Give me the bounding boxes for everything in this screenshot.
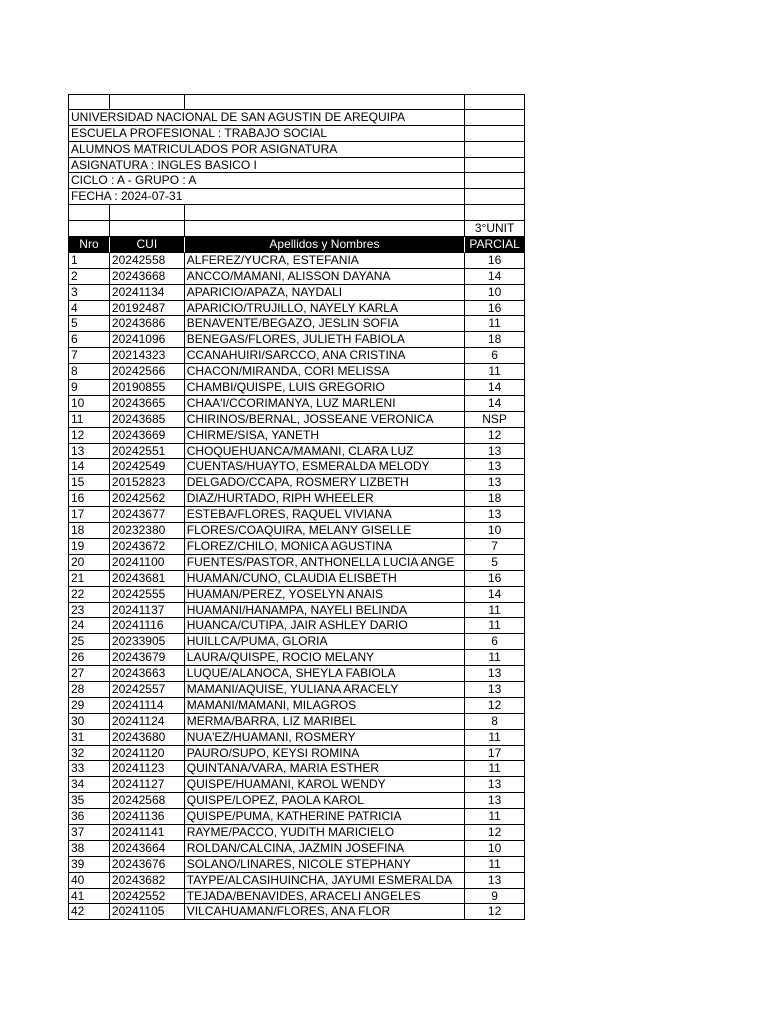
row-number: 31: [69, 730, 110, 746]
cui: 20243679: [110, 650, 185, 666]
cui: 20241114: [110, 698, 185, 714]
table-row: [68, 698, 525, 714]
table-row: [68, 730, 525, 746]
row-number: 16: [69, 491, 110, 507]
row-number: 12: [69, 428, 110, 444]
table-row: [68, 412, 525, 428]
header-line-row: [68, 142, 525, 158]
table-row: [68, 364, 525, 380]
table-row: [68, 285, 525, 301]
student-name: HUANCA/CUTIPA, JAIR ASHLEY DARIO: [185, 618, 465, 634]
parcial-grade: 11: [465, 730, 525, 746]
cui: 20243677: [110, 507, 185, 523]
table-row: [68, 491, 525, 507]
header-line: CICLO : A - GRUPO : A: [69, 173, 465, 189]
student-name: LAURA/QUISPE, ROCIO MELANY: [185, 650, 465, 666]
table-row: [68, 316, 525, 332]
table-row: [68, 523, 525, 539]
table-row: [68, 587, 525, 603]
parcial-grade: 11: [465, 364, 525, 380]
student-name: FLOREZ/CHILO, MONICA AGUSTINA: [185, 539, 465, 555]
cui: 20190855: [110, 380, 185, 396]
parcial-grade: 11: [465, 809, 525, 825]
row-number: 27: [69, 666, 110, 682]
table-row: [68, 666, 525, 682]
cui: 20241141: [110, 825, 185, 841]
row-number: 20: [69, 555, 110, 571]
student-name: ANCCO/MAMANI, ALISSON DAYANA: [185, 269, 465, 285]
parcial-grade: 11: [465, 603, 525, 619]
cell: [69, 221, 110, 237]
cell: [465, 126, 525, 142]
cell: [465, 110, 525, 126]
row-number: 22: [69, 587, 110, 603]
student-name: QUISPE/HUAMANI, KAROL WENDY: [185, 777, 465, 793]
student-name: HUAMANI/HANAMPA, NAYELI BELINDA: [185, 603, 465, 619]
cui: 20232380: [110, 523, 185, 539]
parcial-grade: 12: [465, 825, 525, 841]
student-name: APARICIO/TRUJILLO, NAYELY KARLA: [185, 301, 465, 317]
student-list: [68, 253, 525, 920]
header-line: ESCUELA PROFESIONAL : TRABAJO SOCIAL: [69, 126, 465, 142]
cui: 20242557: [110, 682, 185, 698]
student-name: VILCAHUAMAN/FLORES, ANA FLOR: [185, 904, 465, 920]
cui: 20242566: [110, 364, 185, 380]
header-line-row: [68, 189, 525, 205]
student-name: HUAMAN/PEREZ, YOSELYN ANAIS: [185, 587, 465, 603]
parcial-grade: 12: [465, 904, 525, 920]
header-line: FECHA : 2024-07-31: [69, 189, 465, 205]
cell: [69, 94, 110, 110]
student-name: BENEGAS/FLORES, JULIETH FABIOLA: [185, 332, 465, 348]
blank-row: [68, 205, 525, 221]
header-line: ALUMNOS MATRICULADOS POR ASIGNATURA: [69, 142, 465, 158]
row-number: 7: [69, 348, 110, 364]
student-name: CHAA'I/CCORIMANYA, LUZ MARLENI: [185, 396, 465, 412]
parcial-grade: 13: [465, 507, 525, 523]
parcial-grade: 11: [465, 650, 525, 666]
grade-sheet: [68, 94, 525, 920]
parcial-grade: 16: [465, 571, 525, 587]
cui: 20242551: [110, 444, 185, 460]
table-row: [68, 825, 525, 841]
parcial-grade: 5: [465, 555, 525, 571]
cui: 20242568: [110, 793, 185, 809]
parcial-grade: 13: [465, 793, 525, 809]
student-name: TAYPE/ALCASIHUINCHA, JAYUMI ESMERALDA: [185, 873, 465, 889]
row-number: 14: [69, 459, 110, 475]
row-number: 24: [69, 618, 110, 634]
cell: [465, 94, 525, 110]
student-name: QUISPE/PUMA, KATHERINE PATRICIA: [185, 809, 465, 825]
table-row: [68, 618, 525, 634]
cell: [465, 189, 525, 205]
parcial-grade: 6: [465, 634, 525, 650]
cui: 20241120: [110, 746, 185, 762]
cui: 20242549: [110, 459, 185, 475]
parcial-grade: 16: [465, 301, 525, 317]
table-row: [68, 761, 525, 777]
row-number: 29: [69, 698, 110, 714]
student-name: BENAVENTE/BEGAZO, JESLIN SOFIA: [185, 316, 465, 332]
cui: 20241134: [110, 285, 185, 301]
row-number: 6: [69, 332, 110, 348]
student-name: LUQUE/ALANOCA, SHEYLA FABIOLA: [185, 666, 465, 682]
cell: [465, 158, 525, 174]
cui: 20233905: [110, 634, 185, 650]
cui: 20241124: [110, 714, 185, 730]
table-row: [68, 809, 525, 825]
parcial-grade: 10: [465, 523, 525, 539]
row-number: 2: [69, 269, 110, 285]
student-name: MAMANI/AQUISE, YULIANA ARACELY: [185, 682, 465, 698]
parcial-grade: 8: [465, 714, 525, 730]
row-number: 26: [69, 650, 110, 666]
header-cui: CUI: [110, 237, 185, 253]
parcial-grade: NSP: [465, 412, 525, 428]
row-number: 36: [69, 809, 110, 825]
row-number: 4: [69, 301, 110, 317]
cell: [110, 221, 185, 237]
table-row: [68, 634, 525, 650]
student-name: DIAZ/HURTADO, RIPH WHEELER: [185, 491, 465, 507]
student-name: NUA'EZ/HUAMANI, ROSMERY: [185, 730, 465, 746]
header-line-row: [68, 126, 525, 142]
parcial-grade: 18: [465, 332, 525, 348]
cui: 20242562: [110, 491, 185, 507]
grade-unit-label: 3°UNIT: [465, 221, 525, 237]
student-name: QUINTANA/VARA, MARIA ESTHER: [185, 761, 465, 777]
table-row: [68, 746, 525, 762]
cell: [69, 205, 110, 221]
table-row: [68, 428, 525, 444]
column-header-row: [68, 237, 525, 253]
row-number: 9: [69, 380, 110, 396]
cui: 20241116: [110, 618, 185, 634]
row-number: 37: [69, 825, 110, 841]
cui: 20243686: [110, 316, 185, 332]
parcial-grade: 13: [465, 777, 525, 793]
table-row: [68, 507, 525, 523]
row-number: 10: [69, 396, 110, 412]
student-name: HUAMAN/CUNO, CLAUDIA ELISBETH: [185, 571, 465, 587]
parcial-grade: 13: [465, 666, 525, 682]
student-name: CUENTAS/HUAYTO, ESMERALDA MELODY: [185, 459, 465, 475]
student-name: CCANAHUIRI/SARCCO, ANA CRISTINA: [185, 348, 465, 364]
row-number: 34: [69, 777, 110, 793]
table-row: [68, 714, 525, 730]
cui: 20241137: [110, 603, 185, 619]
cell: [185, 94, 465, 110]
table-row: [68, 650, 525, 666]
student-name: FLORES/COAQUIRA, MELANY GISELLE: [185, 523, 465, 539]
header-nro: Nro: [69, 237, 110, 253]
parcial-grade: 14: [465, 380, 525, 396]
parcial-grade: 6: [465, 348, 525, 364]
cui: 20243681: [110, 571, 185, 587]
cui: 20241105: [110, 904, 185, 920]
parcial-grade: 14: [465, 269, 525, 285]
table-row: [68, 571, 525, 587]
parcial-grade: 14: [465, 587, 525, 603]
student-name: CHIRME/SISA, YANETH: [185, 428, 465, 444]
student-name: FUENTES/PASTOR, ANTHONELLA LUCIA ANGE: [185, 555, 465, 571]
table-row: [68, 332, 525, 348]
parcial-grade: 13: [465, 682, 525, 698]
table-row: [68, 889, 525, 905]
parcial-grade: 14: [465, 396, 525, 412]
table-row: [68, 253, 525, 269]
cell: [185, 221, 465, 237]
header-name: Apellidos y Nombres: [185, 237, 465, 253]
parcial-grade: 10: [465, 285, 525, 301]
row-number: 19: [69, 539, 110, 555]
header-line: ASIGNATURA : INGLES BASICO I: [69, 158, 465, 174]
header-block: [68, 110, 525, 205]
table-row: [68, 459, 525, 475]
row-number: 28: [69, 682, 110, 698]
table-row: [68, 396, 525, 412]
header-line: UNIVERSIDAD NACIONAL DE SAN AGUSTIN DE AREQUIPA: [69, 110, 465, 126]
cui: 20243672: [110, 539, 185, 555]
student-name: DELGADO/CCAPA, ROSMERY LIZBETH: [185, 475, 465, 491]
student-name: ROLDAN/CALCINA, JAZMIN JOSEFINA: [185, 841, 465, 857]
header-line-row: [68, 110, 525, 126]
parcial-grade: 13: [465, 873, 525, 889]
parcial-grade: 7: [465, 539, 525, 555]
cui: 20241136: [110, 809, 185, 825]
student-name: SOLANO/LINARES, NICOLE STEPHANY: [185, 857, 465, 873]
cui: 20192487: [110, 301, 185, 317]
header-line-row: [68, 158, 525, 174]
parcial-grade: 16: [465, 253, 525, 269]
cui: 20152823: [110, 475, 185, 491]
table-row: [68, 682, 525, 698]
row-number: 35: [69, 793, 110, 809]
row-number: 8: [69, 364, 110, 380]
parcial-grade: 9: [465, 889, 525, 905]
cell: [185, 205, 465, 221]
cui: 20243663: [110, 666, 185, 682]
row-number: 1: [69, 253, 110, 269]
row-number: 41: [69, 889, 110, 905]
cui: 20243665: [110, 396, 185, 412]
table-row: [68, 841, 525, 857]
cell: [465, 142, 525, 158]
parcial-grade: 11: [465, 618, 525, 634]
cui: 20241127: [110, 777, 185, 793]
row-number: 13: [69, 444, 110, 460]
table-row: [68, 904, 525, 920]
table-row: [68, 555, 525, 571]
parcial-grade: 13: [465, 475, 525, 491]
cui: 20243685: [110, 412, 185, 428]
table-row: [68, 603, 525, 619]
cui: 20242558: [110, 253, 185, 269]
student-name: ESTEBA/FLORES, RAQUEL VIVIANA: [185, 507, 465, 523]
student-name: APARICIO/APAZA, NAYDALI: [185, 285, 465, 301]
table-row: [68, 380, 525, 396]
table-row: [68, 793, 525, 809]
student-name: QUISPE/LOPEZ, PAOLA KAROL: [185, 793, 465, 809]
student-name: RAYME/PACCO, YUDITH MARICIELO: [185, 825, 465, 841]
cell: [465, 173, 525, 189]
student-name: CHAMBI/QUISPE, LUIS GREGORIO: [185, 380, 465, 396]
cell: [465, 205, 525, 221]
cui: 20214323: [110, 348, 185, 364]
cui: 20243664: [110, 841, 185, 857]
parcial-grade: 12: [465, 698, 525, 714]
parcial-grade: 12: [465, 428, 525, 444]
cui: 20243668: [110, 269, 185, 285]
parcial-grade: 17: [465, 746, 525, 762]
student-name: MAMANI/MAMANI, MILAGROS: [185, 698, 465, 714]
student-name: TEJADA/BENAVIDES, ARACELI ANGELES: [185, 889, 465, 905]
row-number: 32: [69, 746, 110, 762]
table-row: [68, 873, 525, 889]
table-row: [68, 444, 525, 460]
cui: 20243680: [110, 730, 185, 746]
parcial-grade: 10: [465, 841, 525, 857]
row-number: 17: [69, 507, 110, 523]
table-row: [68, 539, 525, 555]
cui: 20241123: [110, 761, 185, 777]
parcial-grade: 11: [465, 761, 525, 777]
row-number: 30: [69, 714, 110, 730]
row-number: 42: [69, 904, 110, 920]
row-number: 23: [69, 603, 110, 619]
row-number: 5: [69, 316, 110, 332]
grade-label-row: [68, 221, 525, 237]
student-name: CHIRINOS/BERNAL, JOSSEANE VERONICA: [185, 412, 465, 428]
cui: 20241096: [110, 332, 185, 348]
parcial-grade: 11: [465, 316, 525, 332]
row-number: 21: [69, 571, 110, 587]
cui: 20241100: [110, 555, 185, 571]
student-name: CHACON/MIRANDA, CORI MELISSA: [185, 364, 465, 380]
blank-row: [68, 94, 525, 110]
cui: 20243669: [110, 428, 185, 444]
cui: 20243676: [110, 857, 185, 873]
student-name: HUILLCA/PUMA, GLORIA: [185, 634, 465, 650]
header-parcial: PARCIAL: [465, 237, 525, 253]
row-number: 18: [69, 523, 110, 539]
parcial-grade: 18: [465, 491, 525, 507]
row-number: 25: [69, 634, 110, 650]
student-name: PAURO/SUPO, KEYSI ROMINA: [185, 746, 465, 762]
student-name: CHOQUEHUANCA/MAMANI, CLARA LUZ: [185, 444, 465, 460]
table-row: [68, 475, 525, 491]
row-number: 33: [69, 761, 110, 777]
cui: 20242552: [110, 889, 185, 905]
row-number: 3: [69, 285, 110, 301]
table-row: [68, 777, 525, 793]
parcial-grade: 13: [465, 459, 525, 475]
student-name: ALFEREZ/YUCRA, ESTEFANIA: [185, 253, 465, 269]
parcial-grade: 11: [465, 857, 525, 873]
row-number: 15: [69, 475, 110, 491]
cui: 20243682: [110, 873, 185, 889]
table-row: [68, 348, 525, 364]
table-row: [68, 269, 525, 285]
parcial-grade: 13: [465, 444, 525, 460]
cell: [110, 94, 185, 110]
row-number: 11: [69, 412, 110, 428]
table-row: [68, 857, 525, 873]
header-line-row: [68, 173, 525, 189]
cell: [110, 205, 185, 221]
row-number: 39: [69, 857, 110, 873]
row-number: 38: [69, 841, 110, 857]
table-row: [68, 301, 525, 317]
student-name: MERMA/BARRA, LIZ MARIBEL: [185, 714, 465, 730]
row-number: 40: [69, 873, 110, 889]
cui: 20242555: [110, 587, 185, 603]
